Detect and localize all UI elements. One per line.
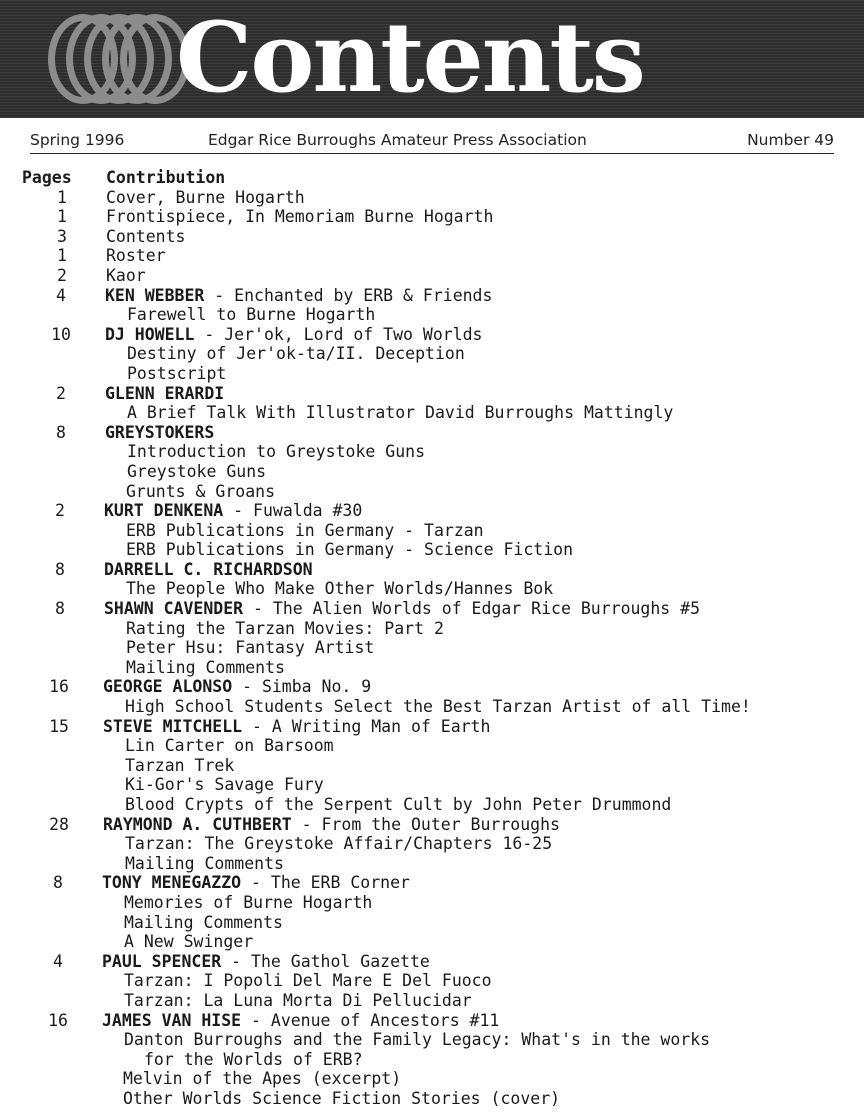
contributor-name: TONY MENEGAZZO xyxy=(102,873,242,893)
contribution-text: Peter Hsu: Fantasy Artist xyxy=(126,638,375,658)
page-count: 4 xyxy=(56,285,66,305)
contribution-text: Lin Carter on Barsoom xyxy=(125,736,334,756)
toc-entry xyxy=(0,736,864,756)
page-count: 8 xyxy=(53,873,63,893)
contribution-text: - A Writing Man of Earth xyxy=(242,716,491,736)
page-count: 16 xyxy=(48,1010,68,1030)
contribution-text: A New Swinger xyxy=(124,932,254,952)
contribution-title xyxy=(124,1030,710,1050)
toc-entry xyxy=(0,1069,864,1089)
toc-entry xyxy=(0,854,864,874)
contribution-entry xyxy=(104,599,700,619)
contribution-text: - Avenue of Ancestors #11 xyxy=(241,1010,500,1030)
contribution-text: - The Gathol Gazette xyxy=(221,951,430,971)
toc-entry xyxy=(0,834,864,854)
contribution-title xyxy=(124,913,283,933)
contribution-text: Greystoke Guns xyxy=(127,461,267,481)
contribution-text: for the Worlds of ERB? xyxy=(144,1049,363,1069)
contribution-title xyxy=(144,1050,363,1070)
toc-entry xyxy=(0,462,864,482)
toc-entry xyxy=(0,775,864,795)
contribution-title xyxy=(126,521,484,541)
contribution-title xyxy=(125,795,671,815)
contribution-text: A Brief Talk With Illustrator David Burroughs Mattingly xyxy=(127,403,674,423)
page-title: Contents xyxy=(176,1,644,114)
toc-entry xyxy=(0,873,864,893)
contributor-name: GLENN ERARDI xyxy=(105,383,225,403)
contribution-entry xyxy=(103,717,490,737)
toc-entry xyxy=(0,697,864,717)
contributor-name: DJ HOWELL xyxy=(105,324,195,344)
toc-entry xyxy=(0,286,864,306)
contribution-text: Tarzan: La Luna Morta Di Pellucidar xyxy=(124,990,472,1010)
contribution-entry xyxy=(104,560,313,580)
contributor-name: JAMES VAN HISE xyxy=(102,1010,242,1030)
contribution-text: - From the Outer Burroughs xyxy=(291,814,560,834)
contributor-name: PAUL SPENCER xyxy=(102,951,222,971)
contribution-text: Postscript xyxy=(127,363,227,383)
contribution-title xyxy=(126,638,374,658)
toc-entry xyxy=(0,266,864,286)
contribution-entry xyxy=(105,286,492,306)
toc-entry xyxy=(0,893,864,913)
contribution-text: - Simba No. 9 xyxy=(232,677,372,697)
toc-entry xyxy=(0,344,864,364)
contribution-title xyxy=(125,736,334,756)
contribution-title xyxy=(125,775,324,795)
contribution-entry xyxy=(102,952,430,972)
contribution-title xyxy=(125,834,552,854)
toc-entry xyxy=(0,658,864,678)
contents-header xyxy=(0,168,864,188)
page-count: 4 xyxy=(53,951,63,971)
toc-entry xyxy=(0,325,864,345)
toc-entry xyxy=(0,540,864,560)
contributor-name: KURT DENKENA xyxy=(104,501,224,521)
contribution-title xyxy=(123,1069,401,1089)
contribution-text: Destiny of Jer'ok-ta/II. Deception xyxy=(127,344,465,364)
contribution-entry xyxy=(105,384,224,404)
contributor-name: KEN WEBBER xyxy=(105,285,205,305)
toc-entry xyxy=(0,305,864,325)
contribution-title xyxy=(127,442,425,462)
contribution-title xyxy=(124,932,253,952)
toc-entry xyxy=(0,932,864,952)
page-count: 1 xyxy=(57,207,67,227)
contribution-text: Tarzan: The Greystoke Affair/Chapters 16-25 xyxy=(125,834,553,854)
contribution-text: Memories of Burne Hogarth xyxy=(124,892,373,912)
toc-entry xyxy=(0,991,864,1011)
contribution-entry xyxy=(106,246,166,266)
contributor-name: GEORGE ALONSO xyxy=(103,677,233,697)
contents-rows xyxy=(0,188,864,1109)
contribution-title xyxy=(127,364,226,384)
contribution-title xyxy=(126,540,573,560)
page-count: 1 xyxy=(57,187,67,207)
toc-entry xyxy=(0,227,864,247)
toc-entry xyxy=(0,1030,864,1050)
contribution-entry xyxy=(103,815,560,835)
contribution-title xyxy=(125,854,284,874)
page-count: 8 xyxy=(55,559,65,579)
toc-entry xyxy=(0,188,864,208)
contribution-text: Grunts & Groans xyxy=(126,481,276,501)
toc-entry xyxy=(0,482,864,502)
contribution-text: Cover, Burne Hogarth xyxy=(106,187,305,207)
toc-entry xyxy=(0,756,864,776)
contribution-text: ERB Publications in Germany - Science Fiction xyxy=(126,540,574,560)
contribution-text: Blood Crypts of the Serpent Cult by John Peter Drummond xyxy=(125,795,672,814)
contribution-title xyxy=(126,579,553,599)
toc-entry xyxy=(0,599,864,619)
contribution-entry xyxy=(106,188,305,208)
toc-entry xyxy=(0,1050,864,1070)
contribution-text: Farewell to Burne Hogarth xyxy=(127,305,376,325)
contribution-text: Ki-Gor's Savage Fury xyxy=(125,775,324,795)
contribution-entry xyxy=(102,1011,499,1031)
contribution-text: - The Alien Worlds of Edgar Rice Burroughs #5 xyxy=(243,599,701,619)
contribution-text: - Enchanted by ERB & Friends xyxy=(204,285,493,305)
toc-entry xyxy=(0,1089,864,1109)
contribution-title xyxy=(125,756,234,776)
contents-banner xyxy=(0,0,864,118)
contributor-name: STEVE MITCHELL xyxy=(103,716,243,736)
contribution-text: Kaor xyxy=(106,265,146,285)
contributor-name: GREYSTOKERS xyxy=(105,422,215,442)
contribution-text: High School Students Select the Best Tarzan Artist of all Time! xyxy=(125,697,751,717)
contribution-title xyxy=(126,619,444,639)
toc-entry xyxy=(0,403,864,423)
contribution-title xyxy=(124,991,472,1011)
toc-entry xyxy=(0,795,864,815)
contribution-entry xyxy=(106,227,185,247)
contribution-text: Other Worlds Science Fiction Stories (cover) xyxy=(123,1088,561,1108)
toc-entry xyxy=(0,717,864,737)
contribution-title xyxy=(124,893,372,913)
contribution-text: - Fuwalda #30 xyxy=(223,501,363,521)
contributor-name: RAYMOND A. CUTHBERT xyxy=(103,814,292,834)
contribution-text: - Jer'ok, Lord of Two Worlds xyxy=(194,324,483,344)
contribution-text: Introduction to Greystoke Guns xyxy=(127,442,426,462)
contribution-title xyxy=(127,344,465,364)
toc-entry xyxy=(0,521,864,541)
contribution-entry xyxy=(105,325,483,345)
contribution-text: Mailing Comments xyxy=(124,912,283,932)
contents-list xyxy=(0,168,864,1109)
toc-entry xyxy=(0,815,864,835)
toc-entry xyxy=(0,913,864,933)
toc-entry xyxy=(0,423,864,443)
toc-entry xyxy=(0,560,864,580)
toc-entry xyxy=(0,952,864,972)
contribution-text: Contents xyxy=(106,226,186,246)
page-count: 1 xyxy=(57,246,67,266)
contribution-title xyxy=(126,658,285,678)
contribution-entry xyxy=(102,873,410,893)
contribution-title xyxy=(124,971,492,991)
contribution-text: ERB Publications in Germany - Tarzan xyxy=(126,520,484,540)
contribution-text: Roster xyxy=(106,246,166,266)
toc-entry xyxy=(0,971,864,991)
contribution-text: Danton Burroughs and the Family Legacy: What's in the works xyxy=(124,1030,711,1050)
page-count: 28 xyxy=(49,814,69,834)
page-count: 3 xyxy=(57,226,67,246)
issue-season: Spring 1996 xyxy=(30,131,125,149)
contribution-title xyxy=(123,1089,560,1109)
contribution-title xyxy=(125,697,751,717)
contributor-name: SHAWN CAVENDER xyxy=(104,599,244,619)
pages-column-header: Pages xyxy=(22,168,72,187)
toc-entry xyxy=(0,442,864,462)
page-count: 8 xyxy=(56,422,66,442)
contribution-entry xyxy=(106,266,146,286)
publication-name: Edgar Rice Burroughs Amateur Press Association xyxy=(208,131,587,149)
toc-entry xyxy=(0,207,864,227)
page-count: 16 xyxy=(49,677,69,697)
page-count: 2 xyxy=(56,383,66,403)
toc-entry xyxy=(0,246,864,266)
contribution-entry xyxy=(104,501,362,521)
page-count: 10 xyxy=(51,324,71,344)
contribution-entry xyxy=(103,677,371,697)
contribution-text: The People Who Make Other Worlds/Hannes Bok xyxy=(126,579,554,599)
contribution-entry xyxy=(105,423,214,443)
toc-entry xyxy=(0,579,864,599)
contribution-text: Rating the Tarzan Movies: Part 2 xyxy=(126,618,444,638)
contributor-name: DARRELL C. RICHARDSON xyxy=(104,559,313,579)
contribution-title xyxy=(127,462,266,482)
contribution-title xyxy=(127,403,673,423)
toc-entry xyxy=(0,619,864,639)
contribution-text: Mailing Comments xyxy=(125,853,284,873)
contribution-text: Frontispiece, In Memoriam Burne Hogarth xyxy=(106,207,494,227)
masthead xyxy=(30,131,834,154)
toc-entry xyxy=(0,677,864,697)
contribution-text: Tarzan: I Popoli Del Mare E Del Fuoco xyxy=(124,971,492,991)
toc-entry xyxy=(0,384,864,404)
contribution-text: Mailing Comments xyxy=(126,657,285,677)
contribution-text: Tarzan Trek xyxy=(125,755,235,775)
contribution-title xyxy=(126,482,275,502)
toc-entry xyxy=(0,638,864,658)
page-count: 2 xyxy=(55,501,65,521)
page-count: 15 xyxy=(49,716,69,736)
contribution-text: - The ERB Corner xyxy=(241,873,410,893)
issue-number: Number 49 xyxy=(747,131,834,149)
contribution-text: Melvin of the Apes (excerpt) xyxy=(123,1069,402,1089)
contribution-column-header: Contribution xyxy=(106,168,226,187)
contribution-title xyxy=(127,305,375,325)
toc-entry xyxy=(0,501,864,521)
page-count: 8 xyxy=(55,599,65,619)
toc-entry xyxy=(0,1011,864,1031)
contribution-entry xyxy=(106,207,493,227)
page-count: 2 xyxy=(57,265,67,285)
toc-entry xyxy=(0,364,864,384)
